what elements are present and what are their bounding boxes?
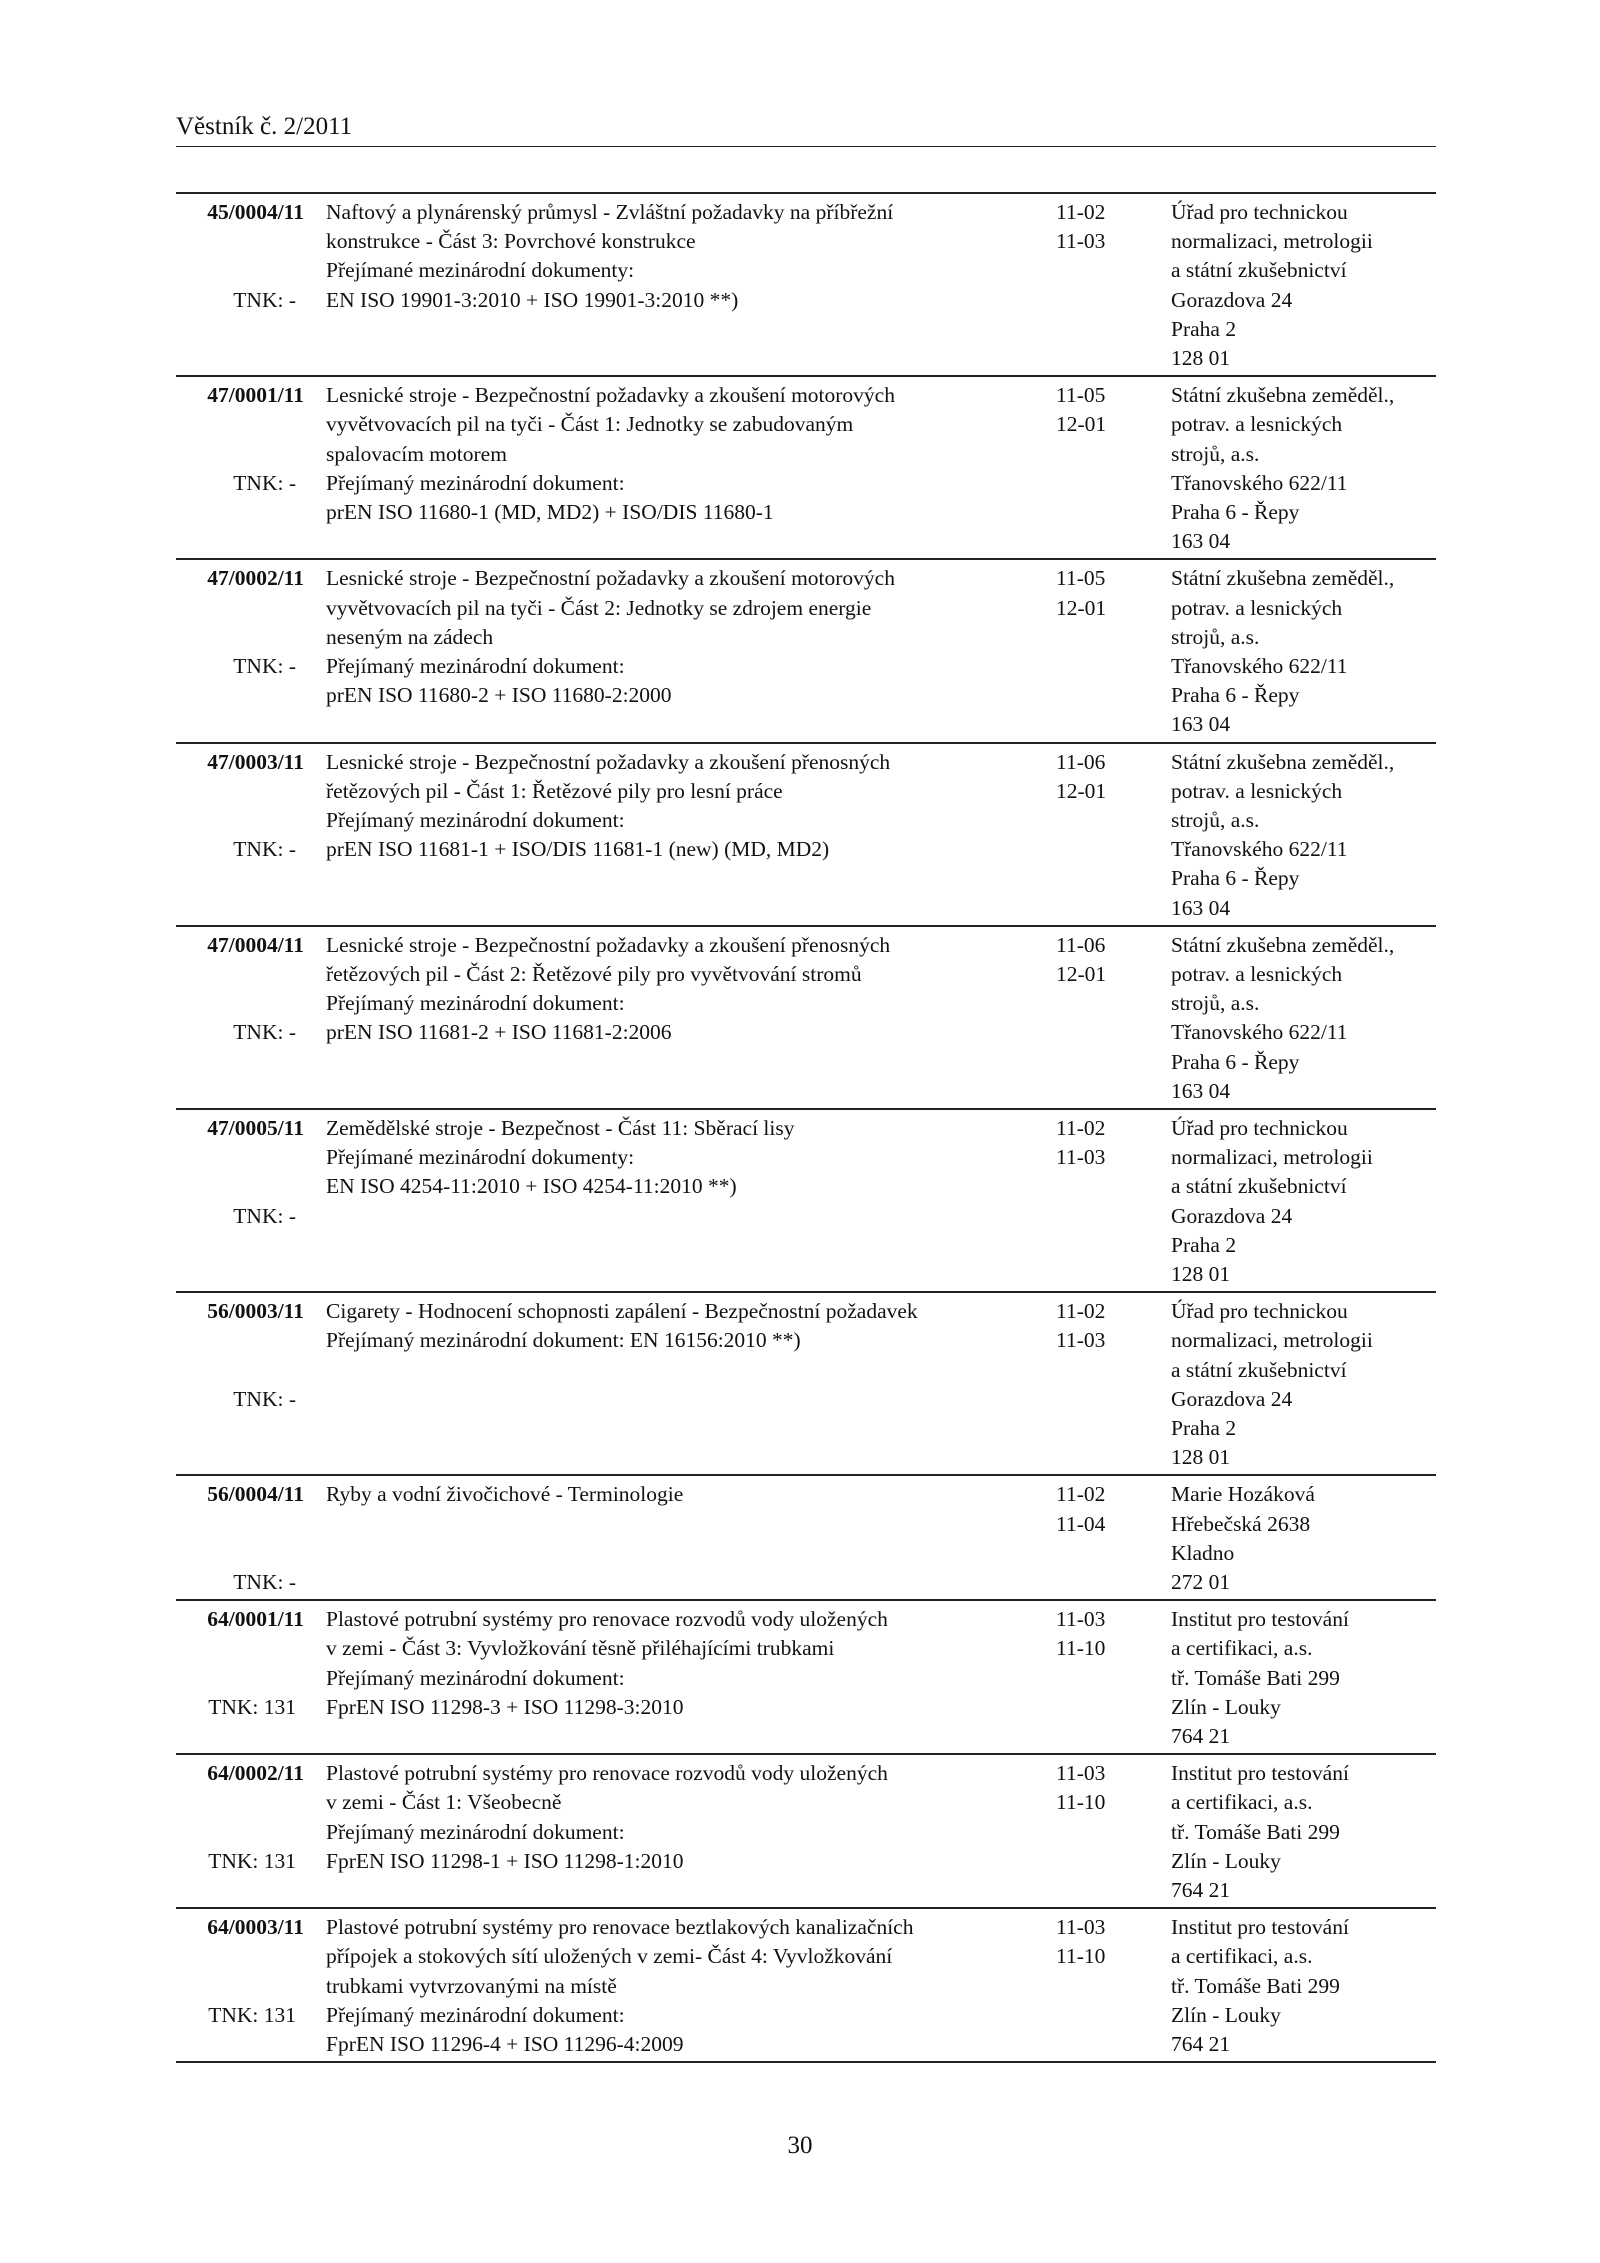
entry-office-line: Institut pro testování xyxy=(1171,1761,1349,1786)
entry-id: 47/0004/11 xyxy=(207,932,304,957)
entry-office-line: Třanovského 622/11 xyxy=(1171,1020,1348,1045)
entry-date: 11-05 xyxy=(1056,383,1106,408)
entry-date: 12-01 xyxy=(1056,778,1107,803)
entry-title-line: Lesnické stroje - Bezpečnostní požadavky a zkoušení motorových xyxy=(326,383,895,408)
entry-office-line: Praha 6 - Řepy xyxy=(1171,1049,1300,1074)
entry-office-line: 128 01 xyxy=(1171,1445,1231,1470)
entry-title-line: FprEN ISO 11298-3 + ISO 11298-3:2010 xyxy=(326,1694,684,1719)
entry-title-line: konstrukce - Část 3: Povrchové konstrukce xyxy=(326,229,696,254)
entry-office-line: 272 01 xyxy=(1171,1569,1231,1594)
entry-title xyxy=(326,564,1016,710)
entry-title-line: Přejímaný mezinárodní dokument: xyxy=(326,991,625,1016)
entry-office-line: normalizaci, metrologii xyxy=(1171,229,1373,254)
entry-title-line: Zemědělské stroje - Bezpečnost - Část 11: Sběrací lisy xyxy=(326,1115,795,1140)
entry-office-line: Praha 6 - Řepy xyxy=(1171,683,1300,708)
entry-title xyxy=(326,931,1016,1048)
entry-date: 11-03 xyxy=(1056,1145,1106,1170)
entry-tnk: TNK: - xyxy=(233,1020,296,1045)
entry-tnk: TNK: - xyxy=(233,1203,296,1228)
entry-office-line: strojů, a.s. xyxy=(1171,991,1260,1016)
entry-office-line: Praha 2 xyxy=(1171,316,1237,341)
entry-office-line: Institut pro testování xyxy=(1171,1607,1349,1632)
entry-tnk: TNK: - xyxy=(233,1569,296,1594)
entry-office-line: 764 21 xyxy=(1171,1723,1231,1748)
entry-title-line: Ryby a vodní živočichové - Terminologie xyxy=(326,1482,684,1507)
entry-tnk: TNK: - xyxy=(233,1386,296,1411)
entry-office-line: Kladno xyxy=(1171,1540,1235,1565)
entry-office xyxy=(1171,198,1441,373)
entry-id: 47/0001/11 xyxy=(207,383,304,408)
entry-title xyxy=(326,198,1016,315)
entry-title-line: přípojek a stokových sítí uložených v zemi- Část 4: Vyvložkování xyxy=(326,1944,893,1969)
entry-office-line: a státní zkušebnictví xyxy=(1171,258,1347,283)
entry-office xyxy=(1171,748,1441,923)
table-row xyxy=(176,1476,1436,1601)
entry-title-line: Plastové potrubní systémy pro renovace rozvodů vody uložených xyxy=(326,1607,888,1632)
entry-office-line: Praha 2 xyxy=(1171,1415,1237,1440)
entry-office-line: 163 04 xyxy=(1171,529,1231,554)
entry-title-line: prEN ISO 11680-1 (MD, MD2) + ISO/DIS 11680-1 xyxy=(326,500,774,524)
entry-dates xyxy=(1056,748,1156,806)
entry-title-line: řetězových pil - Část 2: Řetězové pily pro vyvětvování stromů xyxy=(326,961,862,986)
entry-id: 64/0003/11 xyxy=(207,1915,304,1940)
entry-office-line: strojů, a.s. xyxy=(1171,441,1260,466)
entry-title-line: Plastové potrubní systémy pro renovace beztlakových kanalizačních xyxy=(326,1915,914,1940)
entry-date: 11-10 xyxy=(1056,1636,1106,1661)
entry-date: 11-06 xyxy=(1056,932,1106,957)
entry-title-line: Přejímané mezinárodní dokumenty: xyxy=(326,258,635,283)
entry-id: 47/0005/11 xyxy=(207,1115,304,1140)
entry-office-line: Praha 6 - Řepy xyxy=(1171,866,1300,891)
entry-date: 11-06 xyxy=(1056,749,1106,774)
entry-title-line: prEN ISO 11680-2 + ISO 11680-2:2000 xyxy=(326,683,672,708)
entry-office-line: 163 04 xyxy=(1171,712,1231,737)
entry-office xyxy=(1171,381,1441,556)
entry-office-line: potrav. a lesnických xyxy=(1171,595,1343,620)
header-divider xyxy=(176,146,1436,147)
entry-office-line: a certifikaci, a.s. xyxy=(1171,1944,1313,1969)
entry-office-line: Třanovského 622/11 xyxy=(1171,470,1348,495)
entry-office-line: tř. Tomáše Bati 299 xyxy=(1171,1973,1340,1998)
entry-title-line: FprEN ISO 11298-1 + ISO 11298-1:2010 xyxy=(326,1848,684,1873)
entry-date: 11-02 xyxy=(1056,1299,1106,1324)
entry-office-line: potrav. a lesnických xyxy=(1171,961,1343,986)
entry-id: 56/0004/11 xyxy=(207,1482,304,1507)
entry-office-line: Hřebečská 2638 xyxy=(1171,1511,1311,1536)
entry-office xyxy=(1171,931,1441,1106)
entry-title-line: trubkami vytvrzovanými na místě xyxy=(326,1973,617,1998)
entry-office-line: Státní zkušebna zeměděl., xyxy=(1171,566,1395,591)
entry-office-line: 163 04 xyxy=(1171,1078,1231,1103)
entry-office-line: Zlín - Louky xyxy=(1171,1694,1281,1719)
entry-date: 12-01 xyxy=(1056,412,1107,437)
entry-dates xyxy=(1056,931,1156,989)
entry-office-line: 128 01 xyxy=(1171,1261,1231,1286)
entry-office-line: Praha 6 - Řepy xyxy=(1171,500,1300,524)
entry-dates xyxy=(1056,1759,1156,1817)
entry-id: 56/0003/11 xyxy=(207,1299,304,1324)
table-row xyxy=(176,1755,1436,1909)
entry-tnk: TNK: - xyxy=(233,837,296,862)
entry-dates xyxy=(1056,1605,1156,1663)
entry-office-line: 128 01 xyxy=(1171,346,1231,371)
entry-dates xyxy=(1056,564,1156,622)
table-row xyxy=(176,194,1436,377)
entry-dates xyxy=(1056,1913,1156,1971)
entry-dates xyxy=(1056,1297,1156,1355)
entry-office-line: a certifikaci, a.s. xyxy=(1171,1636,1313,1661)
entry-office-line: Třanovského 622/11 xyxy=(1171,837,1348,862)
page-number: 30 xyxy=(787,2132,813,2159)
entry-date: 12-01 xyxy=(1056,595,1107,620)
entry-title-line: Přejímaný mezinárodní dokument: xyxy=(326,653,625,678)
entry-title-line: Přejímaný mezinárodní dokument: xyxy=(326,1819,625,1844)
entry-office-line: Zlín - Louky xyxy=(1171,1848,1281,1873)
entry-title-line: Lesnické stroje - Bezpečnostní požadavky a zkoušení motorových xyxy=(326,566,895,591)
entry-office xyxy=(1171,1605,1441,1751)
entry-date: 11-03 xyxy=(1056,229,1106,254)
entry-office-line: Úřad pro technickou xyxy=(1171,1299,1348,1324)
entry-office-line: a státní zkušebnictví xyxy=(1171,1174,1347,1199)
entry-office-line: potrav. a lesnických xyxy=(1171,778,1343,803)
entry-title xyxy=(326,1605,1016,1722)
entry-date: 11-02 xyxy=(1056,1482,1106,1507)
entry-date: 12-01 xyxy=(1056,961,1107,986)
entry-title-line: Přejímaný mezinárodní dokument: xyxy=(326,807,625,832)
entry-title-line: Naftový a plynárenský průmysl - Zvláštní požadavky na příbřežní xyxy=(326,200,894,224)
entry-office-line: tř. Tomáše Bati 299 xyxy=(1171,1819,1340,1844)
entry-date: 11-10 xyxy=(1056,1790,1106,1815)
entry-id: 47/0003/11 xyxy=(207,749,304,774)
entry-id: 64/0001/11 xyxy=(207,1607,304,1632)
entry-date: 11-03 xyxy=(1056,1915,1106,1940)
entry-office-line: a státní zkušebnictví xyxy=(1171,1357,1347,1382)
entry-office-line: Státní zkušebna zeměděl., xyxy=(1171,749,1395,774)
entry-id: 47/0002/11 xyxy=(207,566,304,591)
entry-office-line: Úřad pro technickou xyxy=(1171,1115,1348,1140)
entry-title-line: řetězových pil - Část 1: Řetězové pily pro lesní práce xyxy=(326,778,783,803)
entry-tnk: TNK: 131 xyxy=(208,1694,296,1719)
page-header-title: Věstník č. 2/2011 xyxy=(176,113,353,140)
entry-title-line: prEN ISO 11681-2 + ISO 11681-2:2006 xyxy=(326,1020,672,1045)
entry-office-line: a certifikaci, a.s. xyxy=(1171,1790,1313,1815)
entry-title-line: Cigarety - Hodnocení schopnosti zapálení - Bezpečnostní požadavek xyxy=(326,1299,918,1324)
entry-title-line: Přejímaný mezinárodní dokument: EN 16156:2010 **) xyxy=(326,1328,801,1353)
entry-title-line: Lesnické stroje - Bezpečnostní požadavky a zkoušení přenosných xyxy=(326,932,891,957)
entry-title-line: Plastové potrubní systémy pro renovace rozvodů vody uložených xyxy=(326,1761,888,1786)
entry-office-line: Úřad pro technickou xyxy=(1171,200,1348,224)
entry-office-line: Třanovského 622/11 xyxy=(1171,653,1348,678)
entry-tnk: TNK: 131 xyxy=(208,2002,296,2027)
entry-title-line: Lesnické stroje - Bezpečnostní požadavky a zkoušení přenosných xyxy=(326,749,891,774)
entry-title-line: FprEN ISO 11296-4 + ISO 11296-4:2009 xyxy=(326,2031,684,2056)
entry-office xyxy=(1171,1480,1441,1597)
entry-date: 11-05 xyxy=(1056,566,1106,591)
table-row xyxy=(176,560,1436,743)
table-row xyxy=(176,1909,1436,2063)
entry-title xyxy=(326,1114,1016,1202)
table-row xyxy=(176,744,1436,927)
entry-dates xyxy=(1056,1114,1156,1172)
entry-office-line: Státní zkušebna zeměděl., xyxy=(1171,932,1395,957)
entry-office-line: Zlín - Louky xyxy=(1171,2002,1281,2027)
entry-dates xyxy=(1056,381,1156,439)
entry-office-line: Státní zkušebna zeměděl., xyxy=(1171,383,1395,408)
entry-date: 11-02 xyxy=(1056,1115,1106,1140)
entry-title-line: v zemi - Část 3: Vyvložkování těsně přiléhajícími trubkami xyxy=(326,1636,835,1661)
entry-tnk: TNK: 131 xyxy=(208,1848,296,1873)
table-row xyxy=(176,377,1436,560)
entry-id: 45/0004/11 xyxy=(207,200,304,224)
entry-title xyxy=(326,748,1016,865)
standards-list xyxy=(176,192,1436,2063)
entry-office-line: normalizaci, metrologii xyxy=(1171,1145,1373,1170)
entry-title-line: v zemi - Část 1: Všeobecně xyxy=(326,1790,562,1815)
entry-date: 11-10 xyxy=(1056,1944,1106,1969)
entry-office-line: Praha 2 xyxy=(1171,1232,1237,1257)
entry-office xyxy=(1171,1297,1441,1472)
entry-office-line: Gorazdova 24 xyxy=(1171,1203,1293,1228)
table-row xyxy=(176,1601,1436,1755)
entry-title xyxy=(326,1297,1016,1355)
entry-title xyxy=(326,1913,1016,2059)
entry-date: 11-02 xyxy=(1056,200,1106,224)
entry-date: 11-03 xyxy=(1056,1761,1106,1786)
entry-office xyxy=(1171,1759,1441,1905)
entry-dates xyxy=(1056,1480,1156,1538)
entry-title-line: EN ISO 4254-11:2010 + ISO 4254-11:2010 **) xyxy=(326,1174,737,1199)
entry-tnk: TNK: - xyxy=(233,470,296,495)
entry-title-line: Přejímaný mezinárodní dokument: xyxy=(326,470,625,495)
table-row xyxy=(176,1293,1436,1476)
entry-office-line: Gorazdova 24 xyxy=(1171,1386,1293,1411)
entry-office-line: Marie Hozáková xyxy=(1171,1482,1315,1507)
table-row xyxy=(176,927,1436,1110)
entry-title xyxy=(326,1480,1016,1509)
entry-tnk: TNK: - xyxy=(233,653,296,678)
entry-date: 11-04 xyxy=(1056,1511,1106,1536)
entry-id: 64/0002/11 xyxy=(207,1761,304,1786)
entry-office-line: 764 21 xyxy=(1171,1877,1231,1902)
entry-office-line: tř. Tomáše Bati 299 xyxy=(1171,1665,1340,1690)
entry-title-line: EN ISO 19901-3:2010 + ISO 19901-3:2010 **) xyxy=(326,287,739,312)
entry-title-line: Přejímané mezinárodní dokumenty: xyxy=(326,1145,635,1170)
entry-title-line: vyvětvovacích pil na tyči - Část 1: Jednotky se zabudovaným xyxy=(326,412,854,437)
entry-office xyxy=(1171,1913,1441,2059)
entry-dates xyxy=(1056,198,1156,256)
entry-office-line: potrav. a lesnických xyxy=(1171,412,1343,437)
entry-title xyxy=(326,381,1016,527)
entry-title xyxy=(326,1759,1016,1876)
entry-office-line: Institut pro testování xyxy=(1171,1915,1349,1940)
entry-title-line: Přejímaný mezinárodní dokument: xyxy=(326,2002,625,2027)
entry-office-line: 764 21 xyxy=(1171,2031,1231,2056)
entry-title-line: neseným na zádech xyxy=(326,624,494,649)
entry-tnk: TNK: - xyxy=(233,287,296,312)
entry-office-line: Gorazdova 24 xyxy=(1171,287,1293,312)
entry-title-line: prEN ISO 11681-1 + ISO/DIS 11681-1 (new) (MD, MD2) xyxy=(326,837,830,862)
entry-title-line: Přejímaný mezinárodní dokument: xyxy=(326,1665,625,1690)
entry-date: 11-03 xyxy=(1056,1607,1106,1632)
entry-title-line: vyvětvovacích pil na tyči - Část 2: Jednotky se zdrojem energie xyxy=(326,595,872,620)
entry-office-line: strojů, a.s. xyxy=(1171,807,1260,832)
entry-office-line: normalizaci, metrologii xyxy=(1171,1328,1373,1353)
entry-date: 11-03 xyxy=(1056,1328,1106,1353)
entry-office-line: strojů, a.s. xyxy=(1171,624,1260,649)
entry-title-line: spalovacím motorem xyxy=(326,441,507,466)
entry-office-line: 163 04 xyxy=(1171,895,1231,920)
entry-office xyxy=(1171,564,1441,739)
table-row xyxy=(176,1110,1436,1293)
entry-office xyxy=(1171,1114,1441,1289)
